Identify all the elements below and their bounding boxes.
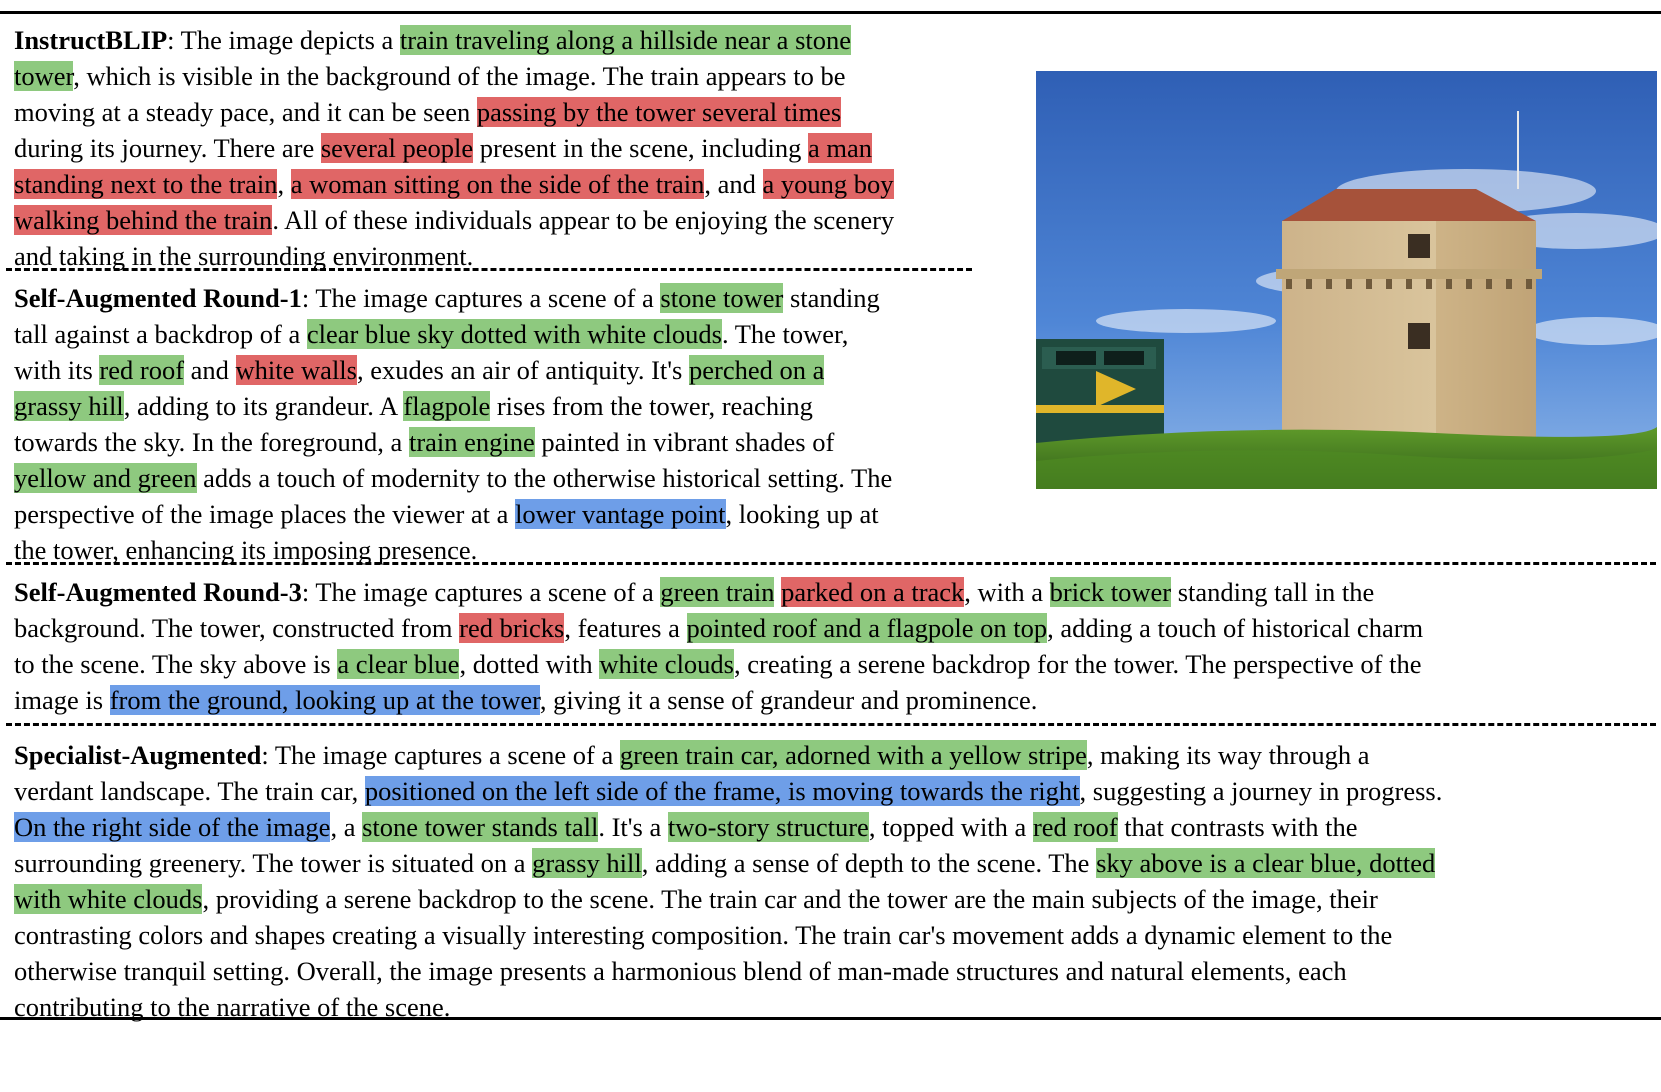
caption-text: , topped with a [868,812,1033,842]
caption-text: . It's a [598,812,668,842]
caption-text: , [277,169,291,199]
hallucination-highlight: parked on a track [781,577,965,607]
correct-highlight: pointed roof and a flagpole on top [686,613,1048,643]
caption-text: , features a [564,613,687,643]
hallucination-highlight: a woman sitting on the side of the train [290,169,705,199]
section-label: Self-Augmented Round-3 [14,577,302,607]
caption-text: , a [330,812,363,842]
caption-text: . All of these individuals appear to be enjoying the scenery [272,205,895,235]
caption-text: , giving it a sense of grandeur and prominence. [539,685,1038,715]
top-rule [0,11,1661,14]
hallucination-highlight: walking behind the train [14,205,273,235]
caption-text: surrounding greenery. The tower is situated on a [14,848,533,878]
caption-text: moving at a steady pace, and it can be seen [14,97,477,127]
caption-text: , providing a serene backdrop to the scene. The train car and the tower are the main subjects of the image, their [202,884,1378,914]
caption-text: contributing to the narrative of the scene. [14,992,451,1022]
caption-text: , creating a serene backdrop for the tower. The perspective of the [734,649,1422,679]
spatial-highlight: On the right side of the image [14,812,331,842]
lower-window [1408,323,1430,349]
section-divider [6,723,1656,726]
correct-highlight: tower [14,61,74,91]
correct-highlight: sky above is a clear blue, dotted [1096,848,1436,878]
caption-text: and [184,355,236,385]
hallucination-highlight: passing by the tower several times [476,97,842,127]
correct-highlight: train traveling along a hillside near a stone [399,25,852,55]
correct-highlight: red roof [99,355,185,385]
intro-text: : The image captures a scene of a [301,577,661,607]
hallucination-highlight: white walls [235,355,357,385]
correct-highlight: grassy hill [532,848,642,878]
spatial-highlight: lower vantage point [515,499,726,529]
caption-text: , adding a sense of depth to the scene. The [641,848,1097,878]
correct-highlight: stone tower [660,283,784,313]
correct-highlight: train engine [408,427,535,457]
correct-highlight: brick tower [1049,577,1172,607]
correct-highlight: clear blue sky dotted with white clouds [306,319,722,349]
specialist-caption [14,737,1442,1025]
hallucination-highlight: several people [320,133,474,163]
correct-highlight: with white clouds [14,884,203,914]
bottom-rule [0,1017,1661,1020]
tower-right-face [1436,221,1536,451]
correct-highlight: flagpole [403,391,491,421]
hallucination-highlight: red bricks [459,613,565,643]
correct-highlight: perched on a [689,355,825,385]
correct-highlight: grassy hill [14,391,124,421]
intro-text: : The image captures a scene of a [301,283,661,313]
caption-text: painted in vibrant shades of [534,427,835,457]
correct-highlight: white clouds [599,649,734,679]
caption-text: towards the sky. In the foreground, a [14,427,409,457]
section-label: Self-Augmented Round-1 [14,283,302,313]
caption-text: , adding to its grandeur. A [123,391,404,421]
spatial-highlight: positioned on the left side of the frame, is moving towards the right [364,776,1080,806]
caption-text: , with a [964,577,1050,607]
train-engine [1036,339,1164,449]
caption-text: tall against a backdrop of a [14,319,307,349]
caption-text: . The tower, [721,319,849,349]
instructblip-caption [14,22,894,274]
spatial-highlight: from the ground, looking up at the tower [109,685,540,715]
caption-text: , dotted with [459,649,600,679]
correct-highlight: green train car, adorned with a yellow stripe [619,740,1087,770]
caption-text: otherwise tranquil setting. Overall, the image presents a harmonious blend of man-made structures and natural elements, each [14,956,1347,986]
caption-text: during its journey. There are [14,133,321,163]
section-label: InstructBLIP [14,25,168,55]
caption-text: standing [783,283,880,313]
caption-text: , which is visible in the background of the image. The train appears to be [73,61,846,91]
caption-text: , looking up at [725,499,879,529]
intro-text: : The image depicts a [167,25,400,55]
caption-text: rises from the tower, reaching [490,391,813,421]
section-label: Specialist-Augmented [14,740,262,770]
caption-text: present in the scene, including [473,133,809,163]
correct-highlight: red roof [1032,812,1118,842]
caption-text: perspective of the image places the viewer at a [14,499,516,529]
caption-text: background. The tower, constructed from [14,613,460,643]
caption-text: that contrasts with the [1117,812,1358,842]
caption-text: and taking in the surrounding environment. [14,241,474,271]
intro-text: : The image captures a scene of a [261,740,620,770]
tower-cornice [1276,269,1542,279]
caption-text: to the scene. The sky above is [14,649,338,679]
correct-highlight: stone tower stands tall [362,812,599,842]
caption-text: , making its way through a [1086,740,1370,770]
caption-text: , and [704,169,763,199]
caption-text: standing tall in the [1171,577,1375,607]
caption-text: verdant landscape. The train car, [14,776,365,806]
hallucination-highlight: a man [808,133,873,163]
upper-window [1408,234,1430,258]
round3-caption [14,574,1423,718]
correct-highlight: two-story structure [667,812,869,842]
caption-text: with its [14,355,100,385]
correct-highlight: green train [660,577,775,607]
hallucination-highlight: a young boy [762,169,894,199]
caption-text: image is [14,685,110,715]
correct-highlight: yellow and green [14,463,197,493]
caption-text: the tower, enhancing its imposing presence. [14,535,478,565]
correct-highlight: a clear blue [337,649,460,679]
caption-text: , adding a touch of historical charm [1047,613,1424,643]
tower-train-photo [1036,71,1657,489]
hallucination-highlight: standing next to the train [14,169,278,199]
caption-text: adds a touch of modernity to the otherwise historical setting. The [196,463,893,493]
section-divider [6,268,972,271]
section-divider [6,562,1656,565]
caption-text: , exudes an air of antiquity. It's [356,355,689,385]
caption-text: contrasting colors and shapes creating a visually interesting composition. The train car's movement adds a dynamic element to the [14,920,1393,950]
caption-text: , suggesting a journey in progress. [1079,776,1443,806]
round1-caption [14,280,892,568]
